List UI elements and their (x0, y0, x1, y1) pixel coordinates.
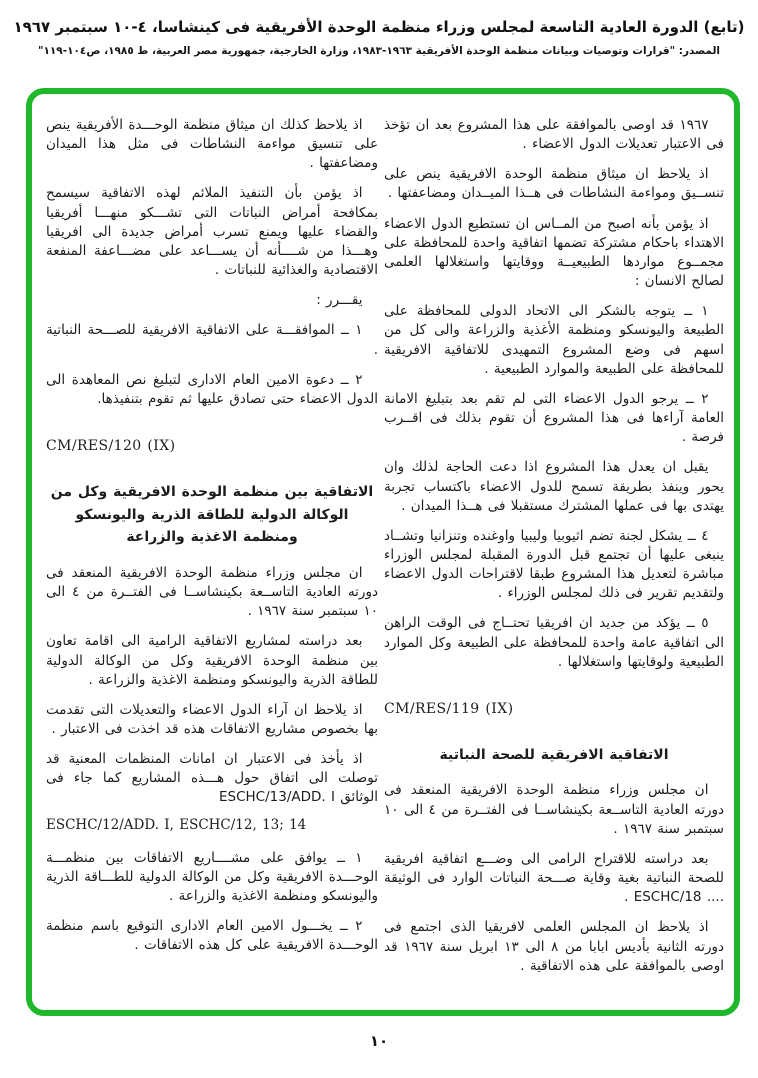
paragraph: ١ ــ يتوجه بالشكر الى الاتحاد الدولى للمحافظة على الطبيعة واليونسكو ومنظمة الأغذية والزراعة والى كل من اسهم فى وضع المشروع التمهيدى للاتفاقية الافريقية للمحافظة على الطبيعة والموارد الطبيعية . (384, 303, 724, 377)
page-header (0, 18, 758, 57)
paragraph: اذ يلاحظ ان ميثاق منظمة الوحدة الافريقية ينص على تنســيق ومواءمة النشاطات فى هــذا الميــدان ومضاعفتها . (384, 166, 724, 202)
paragraph: اذ يأخذ فى الاعتبار ان امانات المنظمات المعنية قد توصلت الى اتفاق حول هـــذه المشاريع كما جاء فى الوثائق ESCHC/13/ADD. I (46, 751, 378, 806)
paragraph: بعد دراسته لمشاريع الاتفاقية الرامية الى اقامة تعاون بين منظمة الوحدة الافريقية وكل من الوكالة الدولية للطاقة الذرية واليونسكو ومنظمة الاغذية والزراعة . (46, 633, 378, 688)
resolution-code: CM/RES/119 (IX) (384, 700, 514, 717)
paragraph: ٤ ــ يشكل لجنة تضم اثيوبيا وليبيا واوغنده وتنزانيا وتشــاد ينبغى عليها أن تجتمع قبل الدورة المقبلة لمجلس الوزراء مباشرة لتعديل هذا المشروع طبقا لاقتراحات الدول الاعضاء ولتقديم تقرير فى ذلك لمجلس الوزراء . (384, 527, 724, 602)
paragraph: اذ يلاحظ ان المجلس العلمى لافريقيا الذى اجتمع فى دورته الثانية بأديس ابابا من ٨ الى ١٣ ابريل سنة ١٩٦٧ قد اوصى بالموافقة على هذه الاتفاقية . (384, 919, 724, 974)
content-frame (26, 88, 740, 1016)
page-number: ١٠ (369, 1032, 389, 1050)
paragraph: ١ ــ يوافق على مشــــاريع الاتفاقات بين منظمـــة الوحـــدة الافريقية وكل من الوكالة الدولية للطـــاقة الذرية واليونسكو ومنظمة الاغذية والزراعة . (46, 849, 378, 905)
paragraph: اذ يلاحظ ان آراء الدول الاعضاء والتعديلات التى تقدمت بها بخصوص مشاريع الاتفاقات هذه قد اخذت فى الاعتبار . (46, 701, 378, 738)
paragraph: ان مجلس وزراء منظمة الوحدة الافريقية المنعقد فى دورته العادية التاســعة بكينشاســا فى الفتــرة من ٤ الى ١٠ سبتمبر سنة ١٩٦٧ . (46, 564, 378, 620)
resolution-heading: الاتفاقية بين منظمة الوحدة الافريقية وكل من الوكالة الدولية للطاقة الذرية واليونسكو ومنظمة الاغذية والزراعة (50, 483, 374, 546)
paragraph: ٥ ــ يؤكد من جديد ان افريقيا تحتــاج فى الوقت الراهن الى اتفاقية عامة واحدة للمحافظة على الطبيعة وكل الموارد الطبيعية ولوقايتها واستغلالها . (384, 615, 724, 670)
paragraph: اذ يؤمن بأن التنفيذ الملائم لهذه الاتفاقية سيسمح بمكافحة أمراض النباتات التى تشـــكو منهـــا أفريقيا والقضاء عليها ويمنع تسرب أمراض جديدة الى افريقيا وهـــذا من شــــأنه أن يســـاعد على مضـــاعفة المنفعة الاقتصادية والغذائية للنباتات . (46, 185, 378, 279)
column-left (46, 116, 378, 996)
paragraph: يقـــرر : (316, 292, 363, 309)
paragraph: اذ يؤمن بأنه اصبح من المــاس ان تستطيع الدول الاعضاء الاهتداء باحكام مشتركة تضمها اتفاقية واحدة للمحافظة على مجمــوع مواردها الطبيعيــة ووقايتها واستغلالها العلمى لصالح الانسان : (384, 215, 724, 290)
resolution-code: CM/RES/120 (IX) (46, 438, 176, 455)
resolution-code: ESCHC/12/ADD. I, ESCHC/12, 13; 14 (46, 816, 307, 833)
paragraph: ٢ ــ يخـــول الامين العام الادارى التوقيع باسم منظمة الوحـــدة الافريقية على كل هذه الاتفاقات . (46, 918, 378, 954)
paragraph: ١٩٦٧ قد اوصى بالموافقة على هذا المشروع بعد ان تؤخذ فى الاعتبار تعديلات الدول الاعضاء . (384, 117, 724, 153)
paragraph: ٢ ــ دعوة الامين العام الادارى لتبليغ نص المعاهدة الى الدول الاعضاء حتى تصادق عليها ثم تقوم بتنفيذها. (46, 371, 378, 407)
paragraph: ان مجلس وزراء منظمة الوحدة الافريقية المنعقد فى دورته العادية التاســعة بكينشاســا فى الفتــرة من ٤ الى ١٠ سبتمبر سنة ١٩٦٧ . (384, 782, 724, 837)
paragraph: ٢ ــ يرجو الدول الاعضاء التى لم تقم بعد بتبليغ الامانة العامة آراءها فى هذا المشروع أن تقوم بذلك فى اقــرب فرصة . (384, 390, 724, 446)
paragraph: يقبل ان يعدل هذا المشروع اذا دعت الحاجة لذلك وان يحور وينفذ بطريقة تسمح للدول الاعضاء باكتساب تجربة يهتدى بها فى عملها المشترك مستقبلا فى هــذا الميدان . (384, 459, 724, 514)
paragraph: اذ يلاحظ كذلك ان ميثاق منظمة الوحـــدة الأفريقية ينص على تنسيق مواءمة النشاطات فى مثل هذا الميدان ومضاعفتها . (46, 117, 378, 172)
resolution-heading: الاتفاقية الافريقية للصحة النباتية (439, 746, 669, 763)
page-title: (تابع) الدورة العادية التاسعة لمجلس وزراء منظمة الوحدة الأفريقية فى كينشاسا، ٤-١٠ سبتمبر ١٩٦٧ (13, 18, 745, 36)
source-citation: المصدر: "قرارات وتوصيات وبيانات منظمة الوحدة الأفريقية ١٩٦٣-١٩٨٣، وزارة الخارجية، جمهورية مصر العربية، ط ١٩٨٥، ص١٠٤-١١٩" (38, 45, 720, 57)
paragraph: بعد دراسته للاقتراح الرامى الى وضـــع اتفاقية افريقية للصحة النباتية بغية وقاية صـــحة النباتات الوارد فى الوثيقة .... ESCHC/18 . (384, 850, 724, 906)
paragraph: ١ ــ الموافقـــة على الاتفاقية الافريقية للصـــحة النباتية . (46, 322, 378, 358)
column-right (384, 116, 724, 996)
